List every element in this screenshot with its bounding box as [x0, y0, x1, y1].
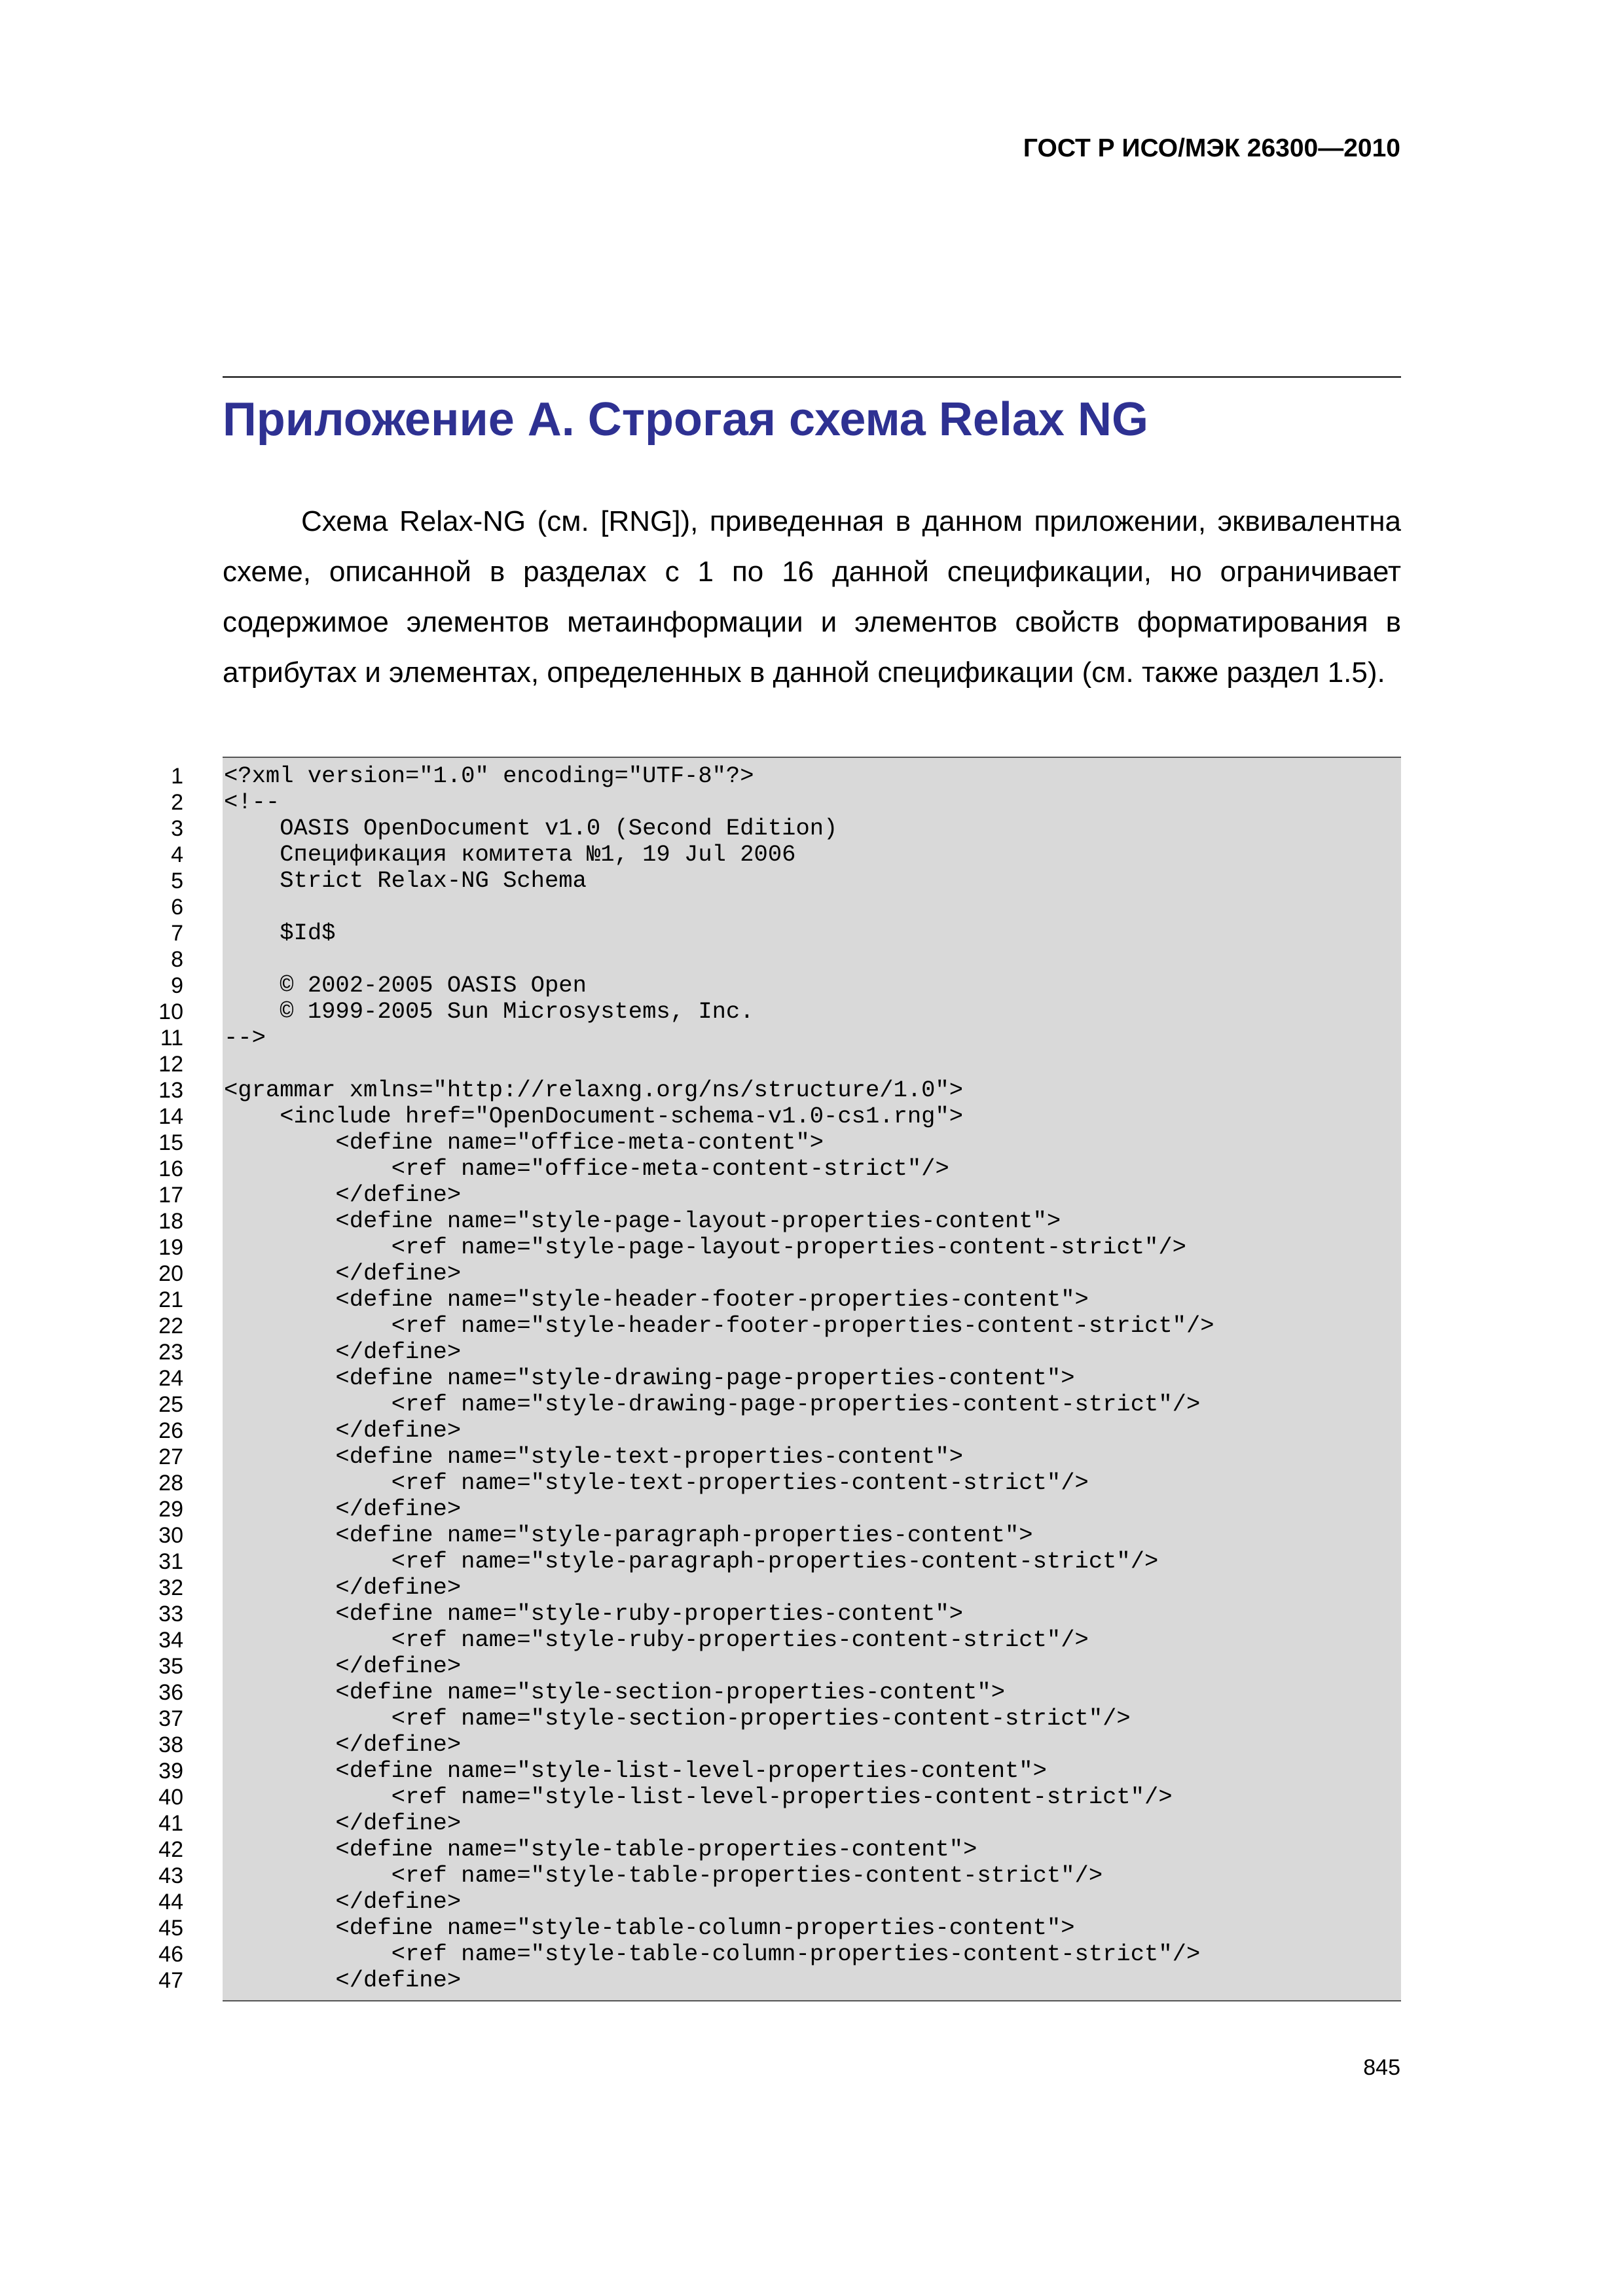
line-number: 22	[158, 1314, 183, 1338]
code-line: <define name="style-paragraph-properties-content">	[224, 1522, 1033, 1549]
code-line: <ref name="style-table-column-properties-content-strict"/>	[224, 1941, 1201, 1967]
code-line: <ref name="style-page-layout-properties-content-strict"/>	[224, 1234, 1186, 1261]
code-line	[224, 946, 1396, 973]
code-line: </define>	[224, 1810, 462, 1837]
code-line: <define name="style-header-footer-properties-content">	[224, 1286, 1089, 1313]
code-line: © 1999-2005 Sun Microsystems, Inc.	[224, 998, 754, 1025]
line-number: 2	[171, 790, 183, 815]
line-number: 16	[158, 1157, 183, 1181]
document-standard-id: ГОСТ Р ИСО/МЭК 26300—2010	[1023, 134, 1400, 162]
code-line: OASIS OpenDocument v1.0 (Second Edition)	[224, 815, 838, 842]
code-line: Спецификация комитета №1, 19 Jul 2006	[224, 841, 796, 868]
line-number: 20	[158, 1261, 183, 1286]
code-line: <define name="style-table-properties-content">	[224, 1836, 977, 1863]
line-number: 41	[158, 1811, 183, 1836]
line-number: 11	[160, 1026, 183, 1050]
code-line: <include href="OpenDocument-schema-v1.0-cs1.rng">	[224, 1103, 964, 1130]
line-number: 47	[158, 1968, 183, 1993]
line-number: 42	[158, 1837, 183, 1862]
line-number: 14	[158, 1104, 183, 1129]
line-number: 19	[158, 1235, 183, 1260]
code-line: <define name="style-text-properties-content">	[224, 1443, 964, 1470]
line-number: 21	[158, 1287, 183, 1312]
line-number: 38	[158, 1732, 183, 1757]
code-line: <ref name="office-meta-content-strict"/>	[224, 1155, 949, 1182]
code-line: <define name="style-page-layout-properties-content">	[224, 1208, 1061, 1234]
line-number: 34	[158, 1628, 183, 1653]
code-listing	[224, 763, 1396, 1994]
code-line: </define>	[224, 1496, 462, 1522]
code-line: <?xml version="1.0" encoding="UTF-8"?>	[224, 762, 754, 789]
code-line	[224, 1051, 1396, 1077]
line-number: 24	[158, 1366, 183, 1391]
line-number: 39	[158, 1759, 183, 1784]
code-line: <define name="style-section-properties-content">	[224, 1679, 1005, 1706]
code-line: <ref name="style-ruby-properties-content-strict"/>	[224, 1626, 1089, 1653]
code-line: </define>	[224, 1967, 462, 1994]
code-line: -->	[224, 1024, 266, 1051]
line-number: 3	[171, 816, 183, 841]
code-line	[224, 894, 1396, 920]
code-line: <ref name="style-text-properties-content-strict"/>	[224, 1469, 1089, 1496]
code-line: </define>	[224, 1181, 462, 1208]
title-rule	[223, 376, 1401, 378]
line-number: 43	[158, 1863, 183, 1888]
code-line: <ref name="style-paragraph-properties-content-strict"/>	[224, 1548, 1159, 1575]
line-number: 13	[158, 1078, 183, 1103]
line-number: 28	[158, 1471, 183, 1496]
code-line: <grammar xmlns="http://relaxng.org/ns/structure/1.0">	[224, 1077, 964, 1103]
line-number: 26	[158, 1418, 183, 1443]
code-line: <define name="style-ruby-properties-content">	[224, 1600, 964, 1627]
line-number: 1	[171, 764, 183, 789]
page-number: 845	[1363, 2055, 1400, 2080]
code-line: <define name="style-drawing-page-properties-content">	[224, 1365, 1075, 1391]
code-line: <!--	[224, 789, 280, 816]
line-number: 35	[158, 1654, 183, 1679]
code-line: <define name="style-table-column-properties-content">	[224, 1914, 1075, 1941]
code-line: © 2002-2005 OASIS Open	[224, 972, 587, 999]
code-line: <define name="style-list-level-properties-content">	[224, 1757, 1047, 1784]
line-number: 25	[158, 1392, 183, 1417]
code-line: </define>	[224, 1417, 462, 1444]
line-number: 7	[171, 921, 183, 946]
line-number: 8	[171, 947, 183, 972]
line-number: 10	[158, 999, 183, 1024]
line-number: 46	[158, 1942, 183, 1967]
line-number: 17	[158, 1183, 183, 1208]
code-line: <ref name="style-list-level-properties-content-strict"/>	[224, 1784, 1173, 1810]
line-number: 15	[158, 1130, 183, 1155]
line-number: 4	[171, 842, 183, 867]
line-number: 6	[171, 895, 183, 920]
line-number: 18	[158, 1209, 183, 1234]
line-number: 29	[158, 1497, 183, 1522]
line-number: 31	[158, 1549, 183, 1574]
code-line: Strict Relax-NG Schema	[224, 867, 587, 894]
code-line: </define>	[224, 1888, 462, 1915]
page-title: Приложение А. Строгая схема Relax NG	[223, 393, 1148, 446]
line-number: 12	[158, 1052, 183, 1077]
code-line: </define>	[224, 1260, 462, 1287]
line-number-gutter	[118, 763, 183, 1994]
line-number: 44	[158, 1890, 183, 1914]
intro-paragraph: Схема Relax-NG (см. [RNG]), приведенная в данном приложении, эквивалентна схеме, описанной в разделах с 1 по 16 данной спецификации, но ограничивает содержимое элементов метаинформации и элементов свойств форматирования в атрибутах и элементах, определенных в данной спецификации (см. также раздел 1.5).	[223, 505, 1401, 689]
line-number: 40	[158, 1785, 183, 1810]
code-line: <ref name="style-table-properties-content-strict"/>	[224, 1862, 1103, 1889]
line-number: 36	[158, 1680, 183, 1705]
code-line: <define name="office-meta-content">	[224, 1129, 824, 1156]
code-line: </define>	[224, 1338, 462, 1365]
code-line: <ref name="style-header-footer-properties-content-strict"/>	[224, 1312, 1214, 1339]
line-number: 27	[158, 1444, 183, 1469]
code-line: </define>	[224, 1574, 462, 1601]
code-line: </define>	[224, 1653, 462, 1679]
line-number: 32	[158, 1575, 183, 1600]
line-number: 5	[171, 869, 183, 893]
code-line: <ref name="style-drawing-page-properties-content-strict"/>	[224, 1391, 1201, 1418]
line-number: 30	[158, 1523, 183, 1548]
code-line: $Id$	[224, 920, 336, 946]
line-number: 9	[171, 973, 183, 998]
line-number: 37	[158, 1706, 183, 1731]
line-number: 23	[158, 1340, 183, 1365]
line-number: 33	[158, 1602, 183, 1626]
line-number: 45	[158, 1916, 183, 1941]
code-line: </define>	[224, 1731, 462, 1758]
code-line: <ref name="style-section-properties-content-strict"/>	[224, 1705, 1131, 1732]
